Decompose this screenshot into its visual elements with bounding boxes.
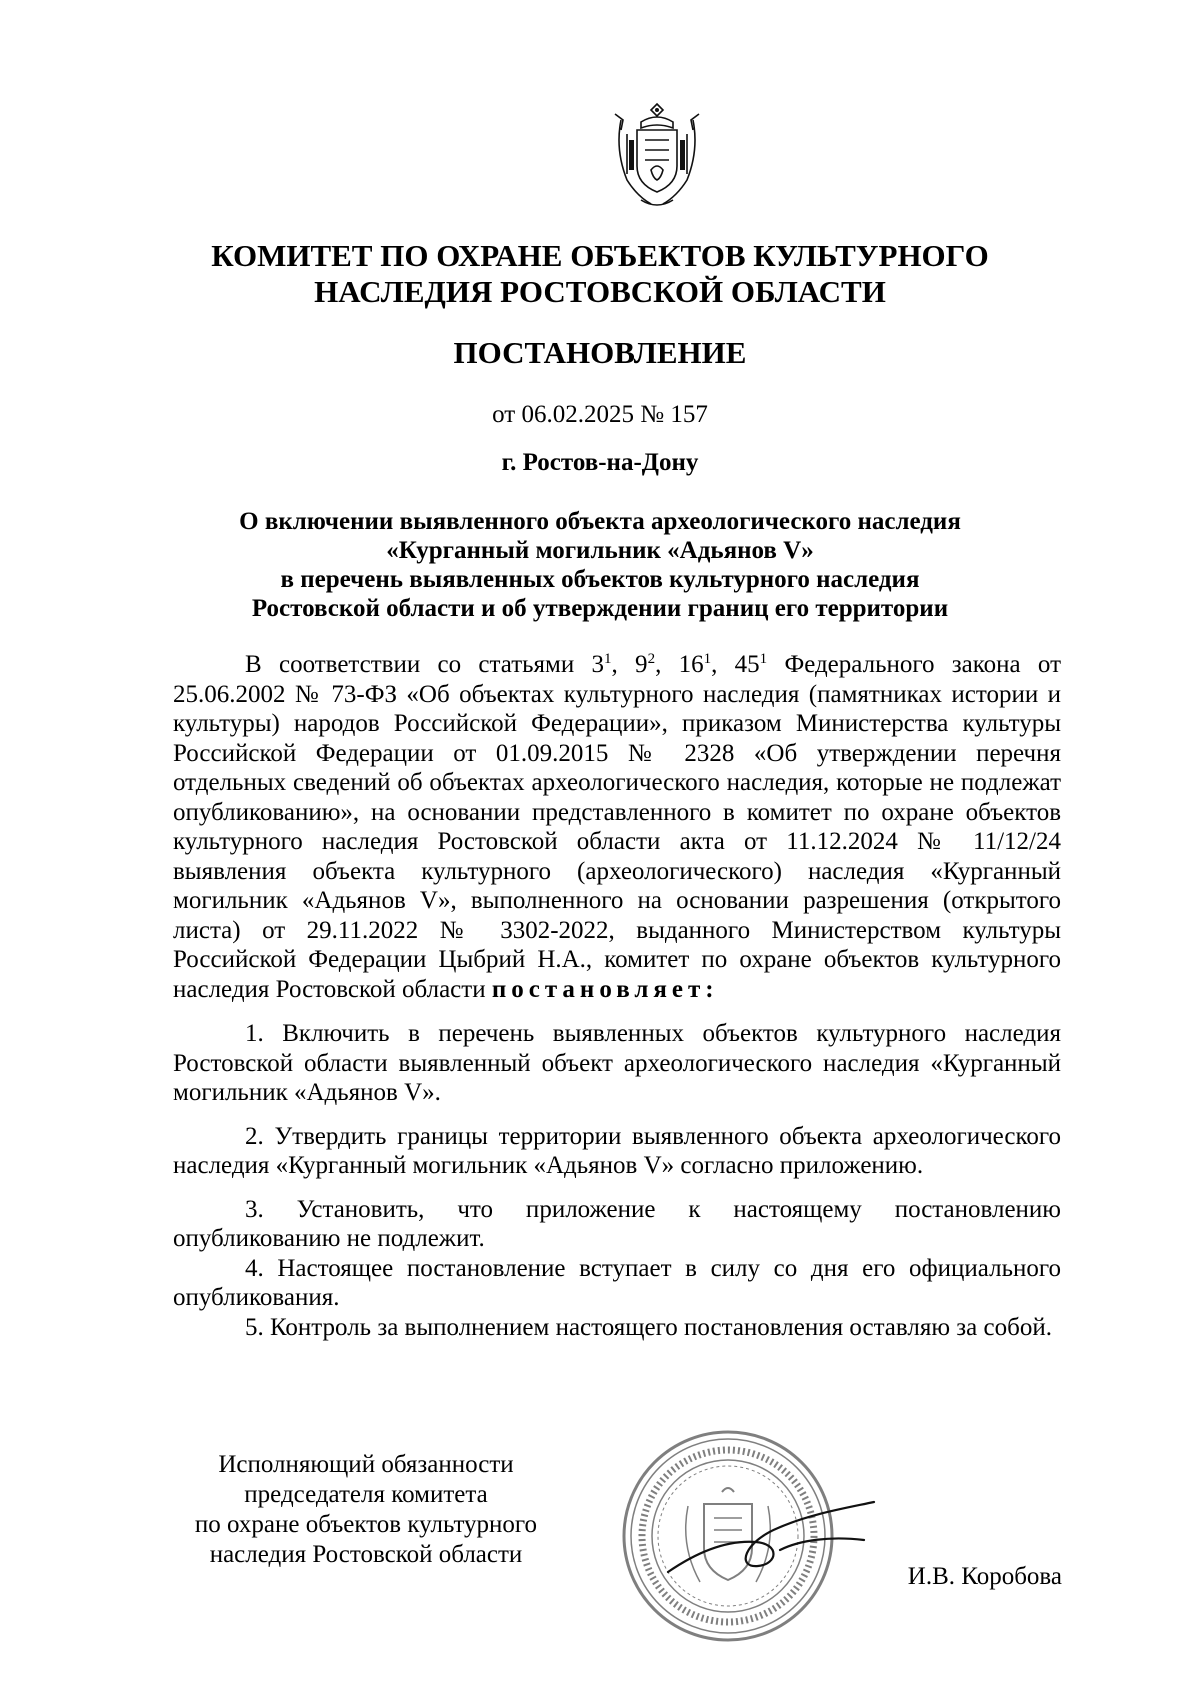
preamble-text: , 9 — [611, 651, 648, 678]
rostov-oblast-coat-of-arms-icon — [607, 100, 707, 212]
subject-line: О включении выявленного объекта археологического наследия — [239, 508, 961, 535]
signatory-position-line: председателя комитета — [244, 1481, 488, 1508]
document-city: г. Ростов-на-Дону — [501, 449, 699, 476]
document-date-number: от 06.02.2025 № 157 — [492, 401, 708, 428]
document-subject — [160, 507, 1040, 623]
article-superscript: 2 — [647, 651, 656, 667]
resolution-item: 1. Включить в перечень выявленных объектов культурного наследия Ростовской области выявленный объект археологического наследия «Курганный могильник «Адьянов V». — [173, 1020, 1061, 1106]
preamble-paragraph — [173, 650, 1061, 1004]
resolution-item: 2. Утвердить границы территории выявленного объекта археологического наследия «Курганный могильник «Адьянов V» согласно приложению. — [173, 1122, 1061, 1179]
document-body — [173, 650, 1061, 1342]
signatory-position-line: наследия Ростовской области — [209, 1541, 523, 1568]
preamble-text: В соответствии со статьями 3 — [245, 651, 605, 678]
preamble-text: , 16 — [655, 651, 704, 678]
signatory-name: И.В. Коробова — [907, 1563, 1062, 1590]
committee-name-line: НАСЛЕДИЯ РОСТОВСКОЙ ОБЛАСТИ — [314, 274, 886, 309]
subject-line: в перечень выявленных объектов культурного наследия — [280, 566, 920, 593]
article-superscript: 1 — [759, 651, 768, 667]
resolution-item: 5. Контроль за выполнением настоящего постановления оставляю за собой. — [245, 1313, 1052, 1341]
subject-line: Ростовской области и об утверждении границ его территории — [251, 595, 949, 622]
committee-name — [160, 238, 1040, 310]
preamble-text: Федерального закона от 25.06.2002 № 73-ФЗ «Об объектах культурного наследия (памятниках истории и культуры) народов Российской Федерации», приказом Министерства культуры Российской Федерации от 01.09.2015 № 2328 «Об утверждении перечня отдельных сведений об объектах археологического наследия, которые не подлежат опубликованию», на основании представленного в комитет по охране объектов культурного наследия Ростовской области акта от 11.12.2024 № 11/12/24 выявления объекта культурного (археологического) наследия «Курганный могильник «Адьянов V», выполненного на основании разрешения (открытого листа) от 29.11.2022 № 3302-2022, выданного Министерством культуры Российской Федерации Цыбрий Н.А., комитет по охране объектов культурного наследия Ростовской области — [173, 651, 1061, 1003]
subject-line: «Курганный могильник «Адьянов V» — [386, 537, 814, 564]
resolves-word: постановляет: — [491, 975, 719, 1003]
resolution-item: 3. Установить, что приложение к настоящему постановлению опубликованию не подлежит. — [173, 1195, 1061, 1252]
signatory-position-line: по охране объектов культурного — [194, 1511, 538, 1538]
signatory-position-line: Исполняющий обязанности — [218, 1451, 514, 1478]
signatory-position — [160, 1450, 572, 1570]
article-superscript: 1 — [604, 651, 612, 667]
preamble-text: , 45 — [711, 651, 760, 678]
committee-name-line: КОМИТЕТ ПО ОХРАНЕ ОБЪЕКТОВ КУЛЬТУРНОГО — [211, 238, 989, 273]
resolution-item: 4. Настоящее постановление вступает в силу со дня его официального опубликования. — [173, 1254, 1061, 1311]
handwritten-signature-icon — [660, 1480, 880, 1600]
article-superscript: 1 — [703, 651, 712, 667]
document-type: ПОСТАНОВЛЕНИЕ — [453, 335, 747, 370]
